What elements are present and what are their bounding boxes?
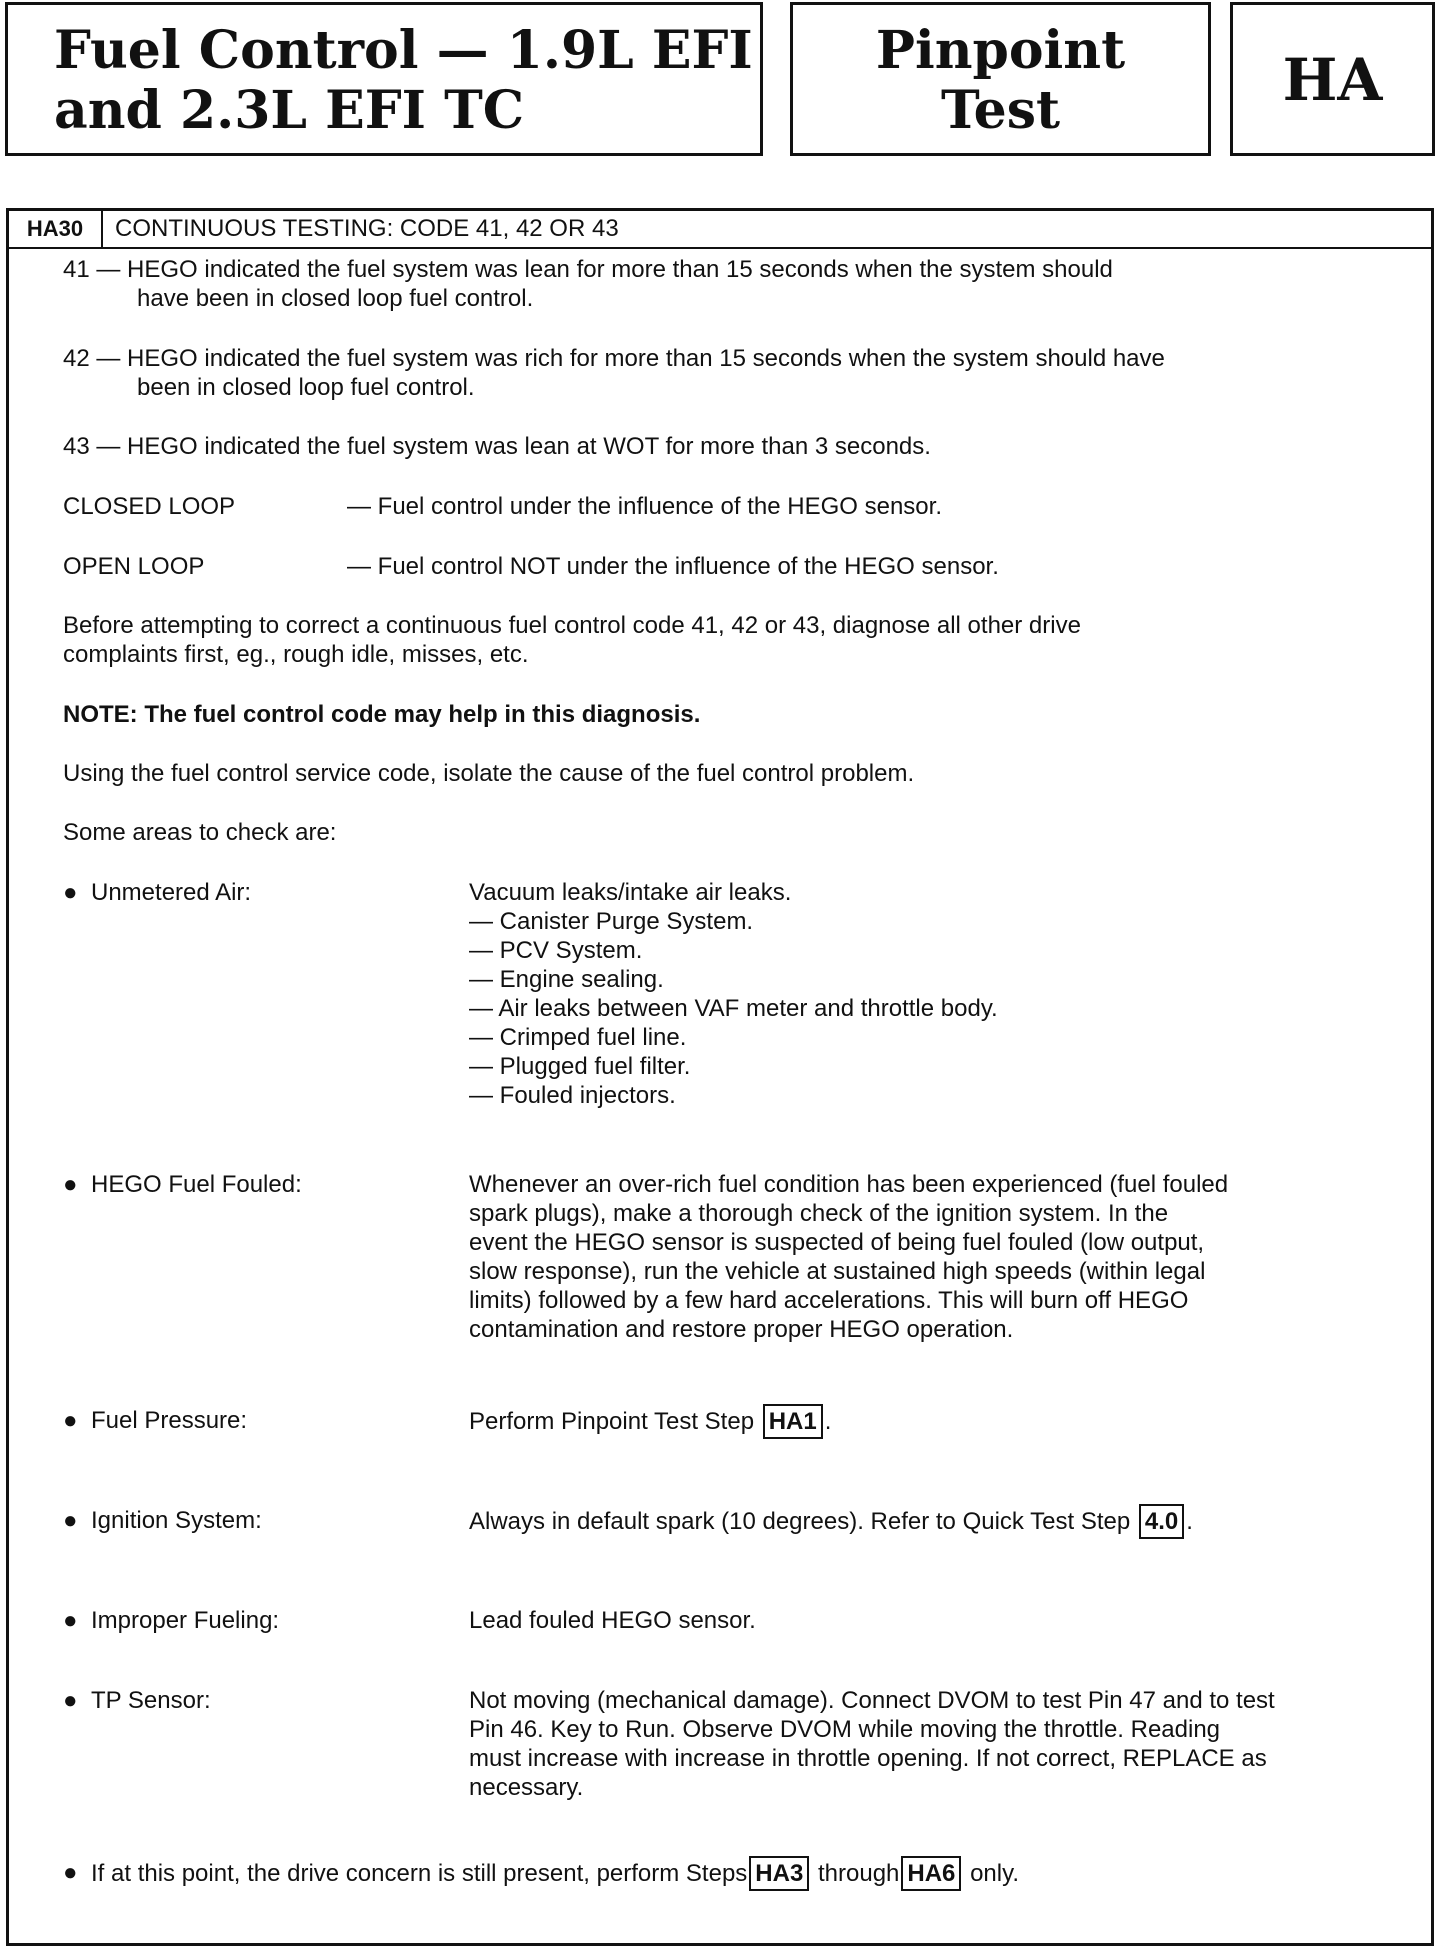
document-title-line-1: Fuel Control — 1.9L EFI bbox=[54, 20, 753, 81]
unmetered-air-line-5: — Air leaks between VAF meter and throttle body. bbox=[469, 995, 998, 1022]
ignition-instruction: Always in default spark (10 degrees). Refer to Quick Test Step bbox=[469, 1508, 1131, 1535]
bullet-icon: ● bbox=[63, 1687, 78, 1714]
step-ref-ha6[interactable]: HA6 bbox=[901, 1856, 961, 1891]
fuel-pressure-period: . bbox=[824, 1408, 832, 1435]
bullet-icon: ● bbox=[63, 1507, 78, 1534]
improper-fueling-text: Lead fouled HEGO sensor. bbox=[469, 1607, 756, 1634]
code-42-line-2: been in closed loop fuel control. bbox=[137, 374, 475, 401]
definition-desc-closed-loop: — Fuel control under the influence of the HEGO sensor. bbox=[347, 493, 942, 520]
hego-fouled-line-3: event the HEGO sensor is suspected of being fuel fouled (low output, bbox=[469, 1229, 1205, 1256]
document-title-box bbox=[5, 2, 763, 156]
unmetered-air-line-1: Vacuum leaks/intake air leaks. bbox=[469, 879, 792, 906]
code-41-line-1: 41 — HEGO indicated the fuel system was lean for more than 15 seconds when the system should bbox=[63, 256, 1113, 283]
isolate-text: Using the fuel control service code, isolate the cause of the fuel control problem. bbox=[63, 760, 915, 787]
document-title-line-2: and 2.3L EFI TC bbox=[54, 80, 525, 141]
step-ref-4-0[interactable]: 4.0 bbox=[1139, 1504, 1184, 1539]
definition-desc-open-loop: — Fuel control NOT under the influence of the HEGO sensor. bbox=[347, 553, 999, 580]
hego-fouled-line-2: spark plugs), make a thorough check of the ignition system. In the bbox=[469, 1200, 1169, 1227]
step-panel bbox=[6, 208, 1434, 1946]
check-label-fuel-pressure: Fuel Pressure: bbox=[91, 1407, 248, 1434]
check-label-tp-sensor: TP Sensor: bbox=[91, 1687, 211, 1714]
test-type-box bbox=[790, 2, 1211, 156]
unmetered-air-line-6: — Crimped fuel line. bbox=[469, 1024, 687, 1051]
tp-sensor-line-4: necessary. bbox=[469, 1774, 584, 1801]
test-code-box bbox=[1230, 2, 1435, 156]
step-header bbox=[9, 211, 1431, 249]
definition-term-open-loop: OPEN LOOP bbox=[63, 553, 205, 580]
hego-fouled-line-4: slow response), run the vehicle at sustained high speeds (within legal bbox=[469, 1258, 1206, 1285]
bullet-icon: ● bbox=[63, 1407, 78, 1434]
unmetered-air-line-2: — Canister Purge System. bbox=[469, 908, 754, 935]
bullet-icon: ● bbox=[63, 1171, 78, 1198]
check-label-ignition-system: Ignition System: bbox=[91, 1507, 262, 1534]
check-label-unmetered-air: Unmetered Air: bbox=[91, 879, 252, 906]
ignition-text bbox=[469, 1504, 1193, 1539]
unmetered-air-line-8: — Fouled injectors. bbox=[469, 1082, 676, 1109]
hego-fouled-line-1: Whenever an over-rich fuel condition has been experienced (fuel fouled bbox=[469, 1171, 1229, 1198]
ignition-period: . bbox=[1186, 1508, 1193, 1535]
test-code: HA bbox=[1282, 46, 1383, 114]
bullet-icon: ● bbox=[63, 1859, 78, 1886]
unmetered-air-line-7: — Plugged fuel filter. bbox=[469, 1053, 691, 1080]
final-instruction bbox=[91, 1856, 1019, 1891]
step-title: CONTINUOUS TESTING: CODE 41, 42 OR 43 bbox=[115, 215, 619, 242]
step-ref-ha1[interactable]: HA1 bbox=[763, 1404, 823, 1439]
final-text-mid: through bbox=[817, 1860, 900, 1887]
step-id: HA30 bbox=[9, 211, 103, 247]
unmetered-air-line-3: — PCV System. bbox=[469, 937, 643, 964]
final-text-pre: If at this point, the drive concern is still present, perform Steps bbox=[91, 1860, 748, 1887]
intro-line-1: Before attempting to correct a continuous fuel control code 41, 42 or 43, diagnose all other drive bbox=[63, 612, 1081, 639]
test-type-line-2: Test bbox=[940, 80, 1061, 141]
final-text-post: only. bbox=[970, 1860, 1019, 1887]
check-label-hego-fouled: HEGO Fuel Fouled: bbox=[91, 1171, 302, 1198]
code-41-line-2: have been in closed loop fuel control. bbox=[137, 285, 534, 312]
fuel-pressure-instruction: Perform Pinpoint Test Step bbox=[469, 1408, 755, 1435]
tp-sensor-line-1: Not moving (mechanical damage). Connect DVOM to test Pin 47 and to test bbox=[469, 1687, 1275, 1714]
unmetered-air-line-4: — Engine sealing. bbox=[469, 966, 664, 993]
areas-intro: Some areas to check are: bbox=[63, 819, 337, 846]
definition-term-closed-loop: CLOSED LOOP bbox=[63, 493, 236, 520]
code-43-line-1: 43 — HEGO indicated the fuel system was lean at WOT for more than 3 seconds. bbox=[63, 433, 931, 460]
fuel-pressure-text bbox=[469, 1404, 831, 1439]
test-type-line-1: Pinpoint bbox=[875, 20, 1126, 81]
hego-fouled-line-5: limits) followed by a few hard accelerations. This will burn off HEGO bbox=[469, 1287, 1189, 1314]
bullet-icon: ● bbox=[63, 1607, 78, 1634]
tp-sensor-line-2: Pin 46. Key to Run. Observe DVOM while moving the throttle. Reading bbox=[469, 1716, 1221, 1743]
note-text: NOTE: The fuel control code may help in this diagnosis. bbox=[63, 701, 701, 728]
check-label-improper-fueling: Improper Fueling: bbox=[91, 1607, 280, 1634]
hego-fouled-line-6: contamination and restore proper HEGO operation. bbox=[469, 1316, 1014, 1343]
bullet-icon: ● bbox=[63, 879, 78, 906]
step-ref-ha3[interactable]: HA3 bbox=[749, 1856, 809, 1891]
intro-line-2: complaints first, eg., rough idle, misses, etc. bbox=[63, 641, 529, 668]
tp-sensor-line-3: must increase with increase in throttle opening. If not correct, REPLACE as bbox=[469, 1745, 1267, 1772]
code-42-line-1: 42 — HEGO indicated the fuel system was rich for more than 15 seconds when the system should have bbox=[63, 345, 1165, 372]
